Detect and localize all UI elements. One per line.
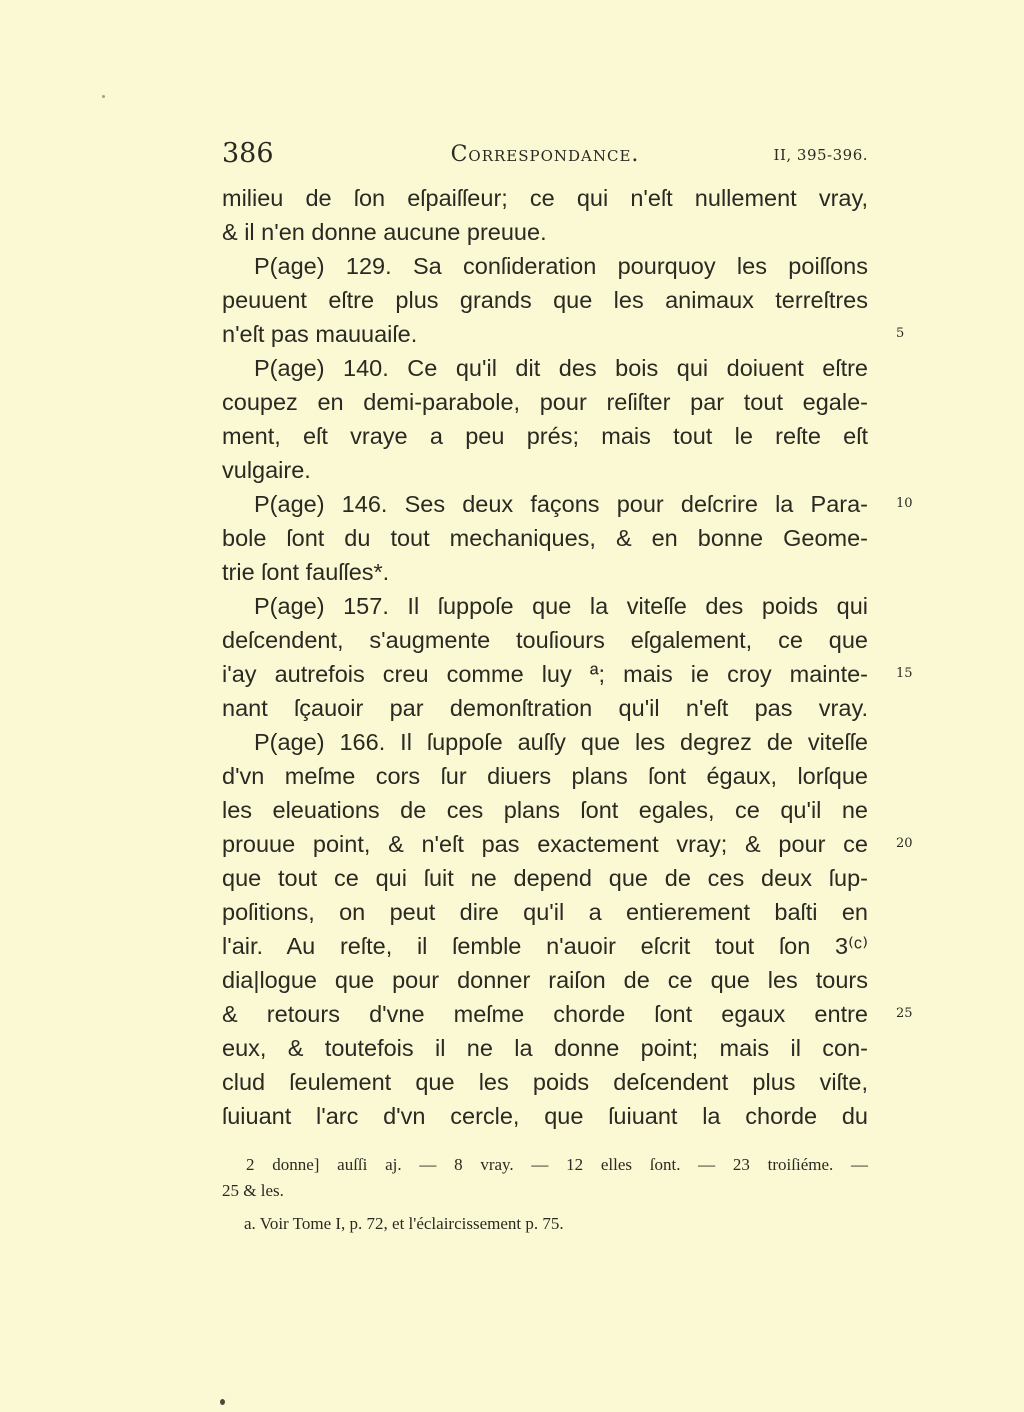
running-head (222, 138, 868, 172)
text-line-content: vulgaire. (222, 457, 311, 483)
text-line (222, 759, 868, 793)
ink-speck (102, 95, 105, 98)
text-line (222, 351, 868, 385)
line-number: 20 (896, 836, 913, 851)
text-line (222, 1099, 868, 1133)
text-line (222, 929, 868, 963)
text-line-content: & il n'en donne aucune preuue. (222, 219, 547, 245)
text-line-content: n'eſt pas mauuaiſe. (222, 321, 418, 347)
running-title: Correspondance. (450, 142, 640, 167)
variant-note-line: 25 & les. (222, 1181, 284, 1200)
text-line-content: peuuent eſtre plus grands que les animaux terreſtres (222, 287, 868, 313)
text-line (222, 385, 868, 419)
line-number: 5 (896, 326, 905, 341)
footnote: a. Voir Tome I, p. 72, et l'éclaircissement p. 75. (244, 1214, 564, 1233)
line-number: 25 (896, 1006, 913, 1021)
text-line-content: milieu de ſon eſpaiſſeur; ce qui n'eſt nullement vray, (222, 185, 868, 211)
text-line (222, 963, 868, 997)
text-line (222, 861, 868, 895)
text-line-content: d'vn meſme cors ſur diuers plans ſont égaux, lorſque (222, 763, 868, 789)
line-number: 15 (896, 666, 913, 681)
text-line (222, 487, 913, 521)
text-line (222, 589, 868, 623)
text-line-content: deſcendent, s'augmente touſiours eſgalement, ce que (222, 627, 868, 653)
text-line (222, 1065, 868, 1099)
text-line-content: P(age) 140. Ce qu'il dit des bois qui doiuent eſtre (254, 355, 868, 381)
text-line-content: & retours d'vne meſme chorde ſont egaux entre (222, 1001, 868, 1027)
text-line-content: bole ſont du tout mechaniques, & en bonne Geome- (222, 525, 868, 551)
text-line (222, 249, 868, 283)
text-line-content: que tout ce qui ſuit ne depend que de ces deux ſup- (222, 865, 868, 891)
text-line (222, 1031, 868, 1065)
page-number: 386 (222, 138, 274, 169)
text-line-content: eux, & toutefois il ne la donne point; mais il con- (222, 1035, 868, 1061)
ink-speck (220, 1399, 225, 1405)
text-line (222, 555, 868, 589)
variant-note-line: 2 donne] auſſi aj. — 8 vray. — 12 elles ſont. — 23 troiſiéme. — (246, 1155, 868, 1174)
text-line-content: l'air. Au reſte, il ſemble n'auoir eſcrit tout ſon 3⁽ᶜ⁾ (222, 933, 868, 959)
text-line-content: ment, eſt vraye a peu prés; mais tout le reſte eſt (222, 423, 868, 449)
text-line-content: coupez en demi-parabole, pour reſiſter par tout egale- (222, 389, 868, 415)
text-line-content: dia|logue que pour donner raiſon de ce que les tours (222, 967, 868, 993)
text-line-content: P(age) 166. Il ſuppoſe auſſy que les degrez de viteſſe (254, 729, 868, 755)
text-line (222, 453, 868, 487)
text-line-content: clud ſeulement que les poids deſcendent plus viſte, (222, 1069, 868, 1095)
text-line-content: i'ay autrefois creu comme luy ª; mais ie croy mainte- (222, 661, 868, 687)
text-line (222, 793, 868, 827)
text-line-content: P(age) 129. Sa conſideration pourquoy les poiſſons (254, 253, 868, 279)
text-line-content: trie ſont fauſſes*. (222, 559, 390, 585)
text-line (222, 691, 868, 725)
text-line (222, 521, 868, 555)
text-line-content: P(age) 146. Ses deux façons pour deſcrire la Para- (254, 491, 868, 517)
text-line (222, 283, 868, 317)
text-line-content: prouue point, & n'eſt pas exactement vray; & pour ce (222, 831, 868, 857)
text-line (222, 623, 868, 657)
line-number: 10 (896, 496, 913, 511)
text-line (222, 725, 868, 759)
text-line (222, 419, 868, 453)
text-line (222, 215, 868, 249)
text-line-content: nant ſçauoir par demonſtration qu'il n'eſt pas vray. (222, 695, 868, 721)
running-reference: II, 395-396. (773, 146, 868, 164)
text-line (222, 181, 868, 215)
text-line (222, 317, 905, 351)
body-text (222, 181, 913, 1133)
notes (222, 1152, 868, 1237)
text-line-content: poſitions, on peut dire qu'il a entierement baſti en (222, 899, 868, 925)
text-line-content: ſuiuant l'arc d'vn cercle, que ſuiuant la chorde du (222, 1103, 868, 1129)
text-line (222, 657, 913, 691)
text-line (222, 997, 913, 1031)
text-line (222, 895, 868, 929)
text-line (222, 827, 913, 861)
text-line-content: les eleuations de ces plans ſont egales, ce qu'il ne (222, 797, 868, 823)
text-line-content: P(age) 157. Il ſuppoſe que la viteſſe des poids qui (254, 593, 868, 619)
